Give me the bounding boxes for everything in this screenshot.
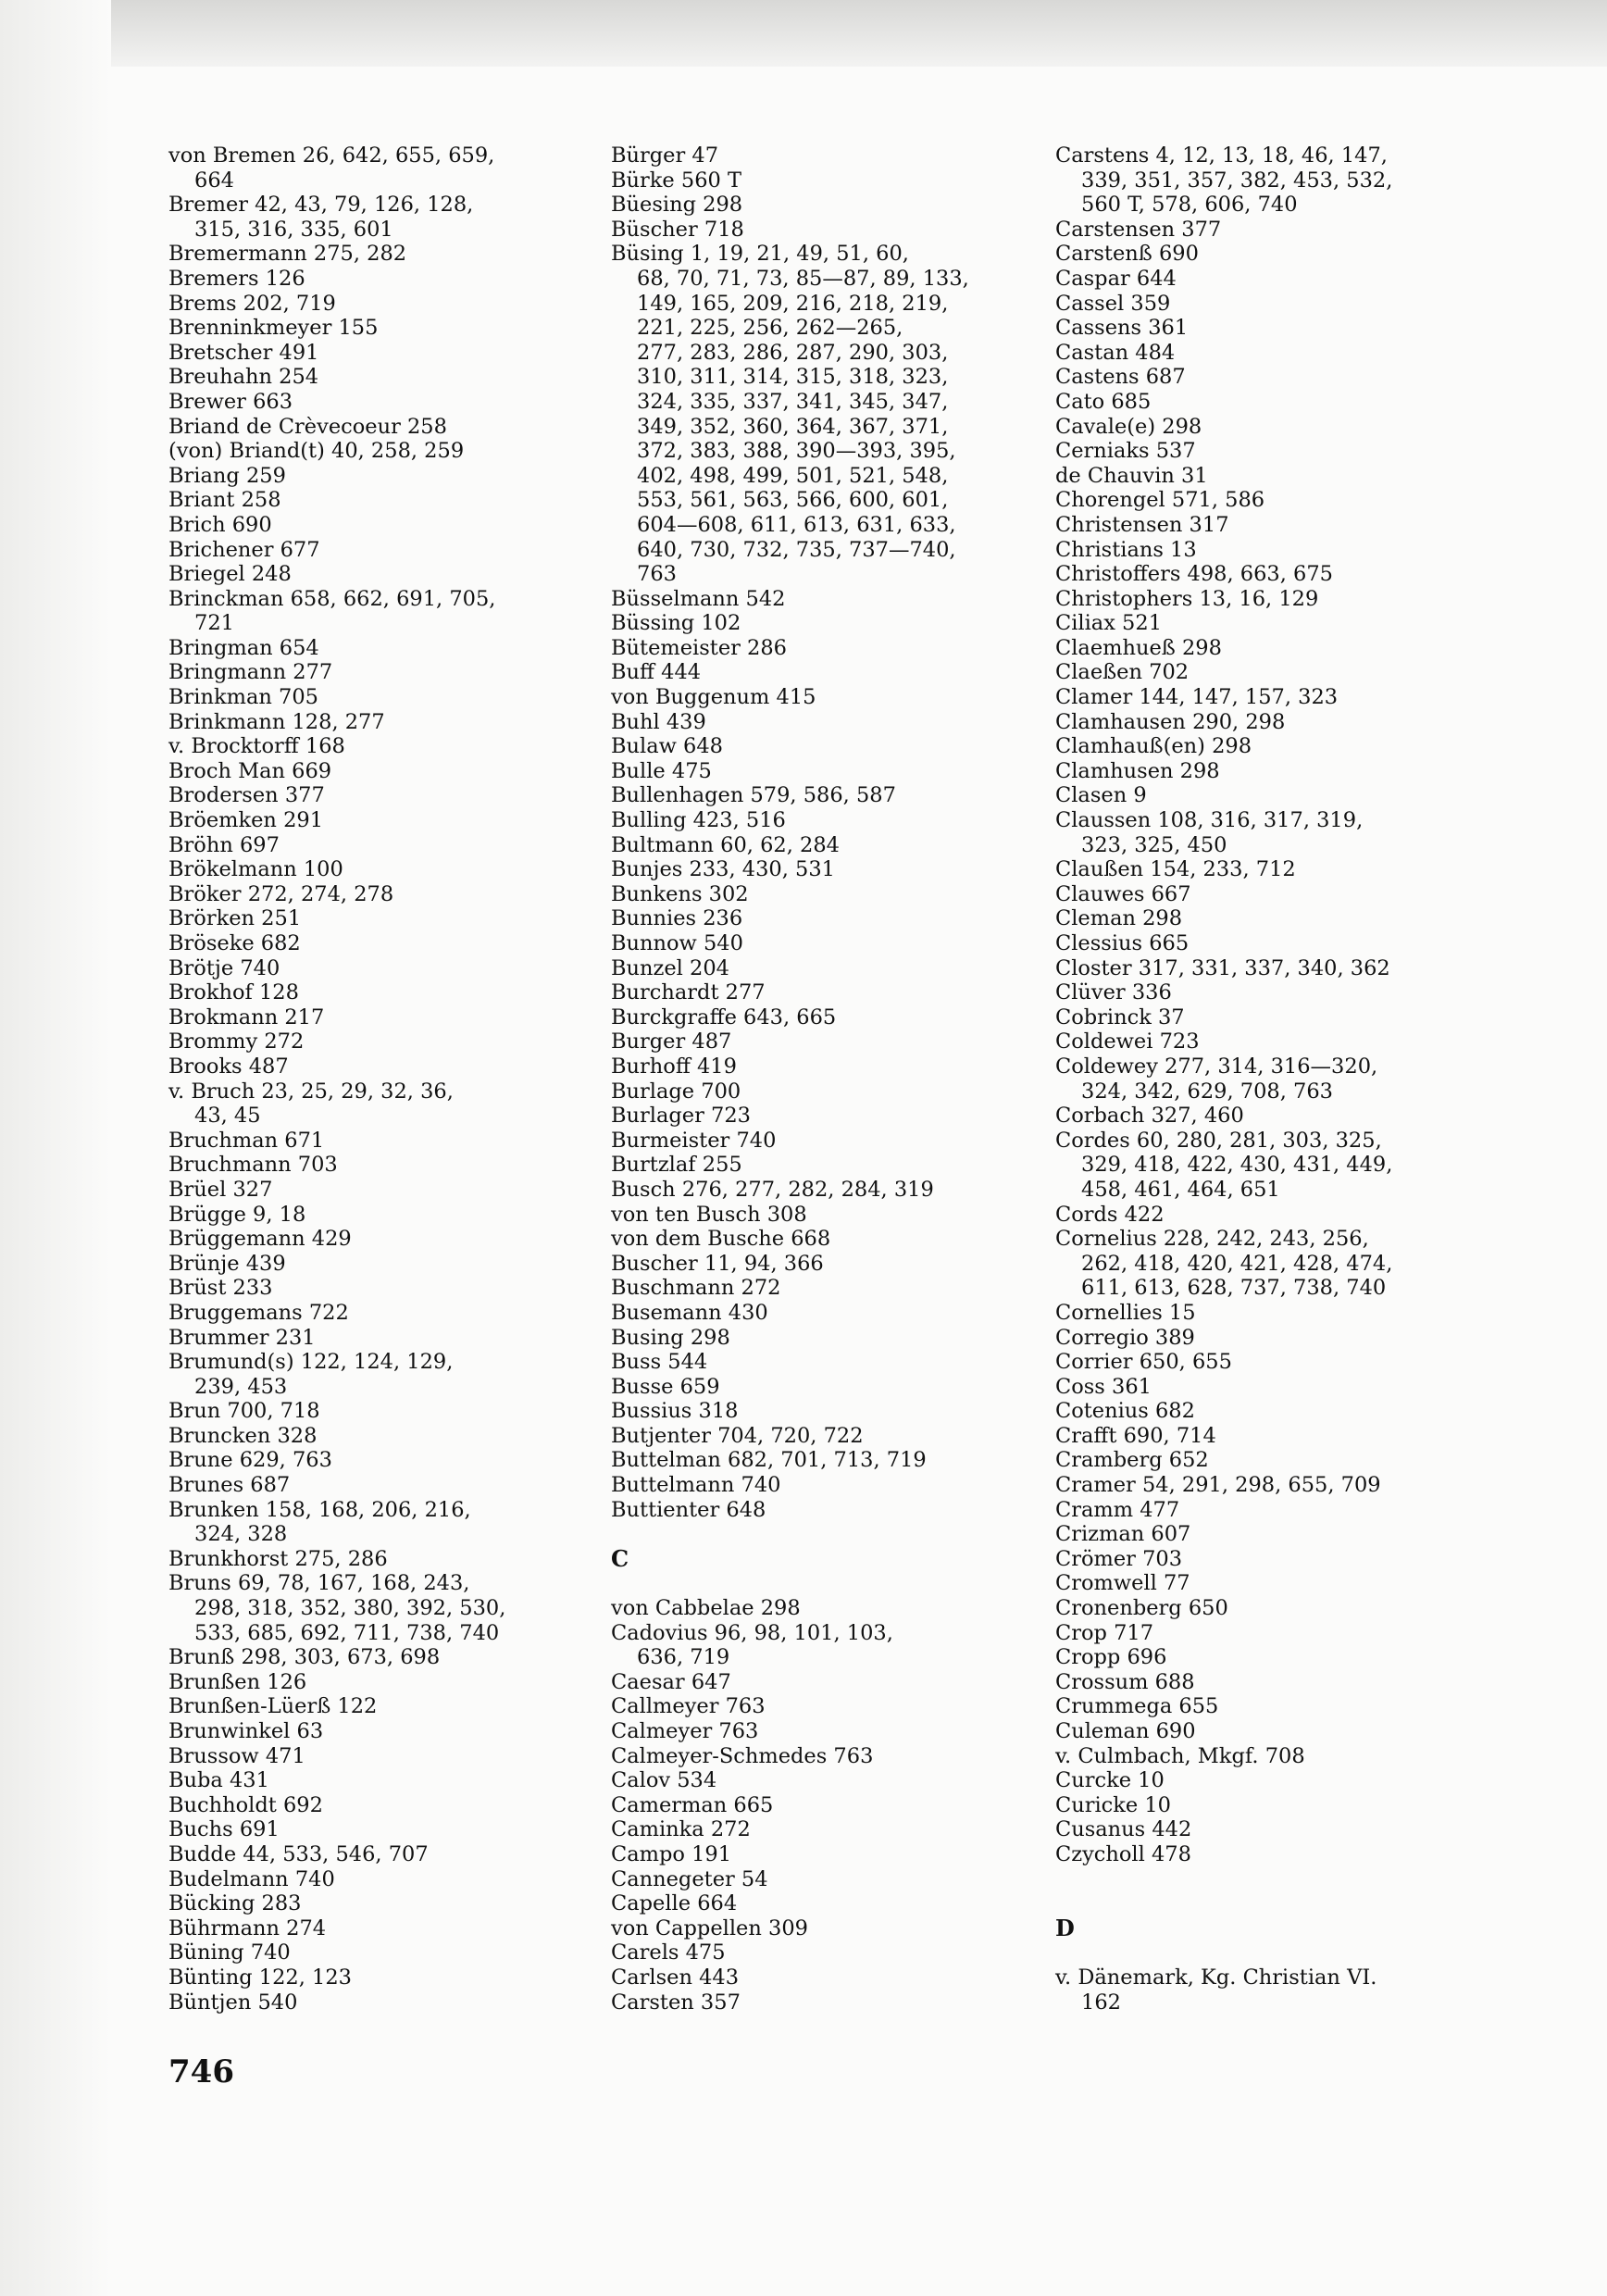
index-entry: Buhl 439 (611, 709, 706, 734)
index-entry: Burlager 723 (611, 1104, 751, 1129)
index-entry: von ten Busch 308 (611, 1202, 807, 1227)
index-entry-continuation: 372, 383, 388, 390—393, 395, (637, 439, 956, 464)
index-entry: Brunßen 126 (168, 1669, 307, 1694)
index-column-1 (168, 144, 505, 2015)
index-entry: Crummega 655 (1055, 1694, 1219, 1719)
index-entry-continuation: 402, 498, 499, 501, 521, 548, (637, 463, 949, 488)
index-entry: Clauwes 667 (1055, 881, 1191, 906)
index-entry: Capelle 664 (611, 1891, 738, 1916)
index-entry: Clessius 665 (1055, 931, 1190, 955)
index-entry: Buscher 11, 94, 366 (611, 1251, 824, 1276)
index-entry: Bröseke 682 (168, 931, 301, 955)
index-entry: Cusanus 442 (1055, 1817, 1192, 1842)
index-entry: von Bremen 26, 642, 655, 659, (168, 144, 495, 168)
index-entry-continuation: 329, 418, 422, 430, 431, 449, (1081, 1153, 1393, 1178)
index-entry-continuation: 323, 325, 450 (1081, 832, 1227, 857)
index-entry: Burckgraffe 643, 665 (611, 1004, 837, 1029)
index-entry: Brunken 158, 168, 206, 216, (168, 1497, 471, 1522)
index-entry: Bremers 126 (168, 266, 305, 291)
index-entry: Calmeyer-Schmedes 763 (611, 1743, 874, 1768)
index-entry-continuation: 310, 311, 314, 315, 318, 323, (637, 365, 949, 390)
spacer (1055, 1891, 1392, 1916)
index-entry: Brommy 272 (168, 1029, 305, 1054)
index-entry: Culeman 690 (1055, 1719, 1196, 1743)
index-entry: Burger 487 (611, 1029, 732, 1054)
index-entry: Brunß 298, 303, 673, 698 (168, 1645, 441, 1670)
index-entry: Cassel 359 (1055, 291, 1171, 316)
index-entry: von Buggenum 415 (611, 685, 816, 710)
index-entry: Burmeister 740 (611, 1128, 777, 1153)
index-entry: Buchs 691 (168, 1817, 280, 1842)
index-entry: Brünje 439 (168, 1251, 286, 1276)
index-entry: Camerman 665 (611, 1792, 774, 1817)
index-entry: Bretscher 491 (168, 340, 319, 365)
index-entry: Büning 740 (168, 1940, 291, 1965)
index-entry: Brewer 663 (168, 389, 293, 414)
index-entry: Christoffers 498, 663, 675 (1055, 562, 1333, 587)
index-entry: Bröemken 291 (168, 808, 324, 833)
index-entry: Burtzlaf 255 (611, 1153, 742, 1178)
index-entry-continuation: 553, 561, 563, 566, 600, 601, (637, 488, 949, 513)
index-entry: Callmeyer 763 (611, 1694, 766, 1719)
index-entry: Coldewei 723 (1055, 1029, 1200, 1054)
index-entry: Calov 534 (611, 1768, 717, 1793)
index-entry: Cordes 60, 280, 281, 303, 325, (1055, 1128, 1382, 1153)
index-entry: Christians 13 (1055, 537, 1197, 562)
index-entry: Brunßen-Lüerß 122 (168, 1694, 378, 1719)
index-entry: Bütemeister 286 (611, 635, 787, 660)
index-entry: Corregio 389 (1055, 1325, 1195, 1350)
index-entry: Clasen 9 (1055, 783, 1147, 808)
index-entry: Coldewey 277, 314, 316—320, (1055, 1054, 1378, 1079)
index-entry: Closter 317, 331, 337, 340, 362 (1055, 955, 1390, 980)
index-entry: Briant 258 (168, 488, 281, 513)
index-entry: Bunnow 540 (611, 931, 743, 955)
index-entry-continuation: 221, 225, 256, 262—265, (637, 316, 903, 341)
index-entry: Carels 475 (611, 1940, 726, 1965)
index-entry-continuation: 239, 453 (194, 1374, 288, 1399)
index-entry: Caspar 644 (1055, 266, 1177, 291)
index-entry: Bunjes 233, 430, 531 (611, 857, 835, 882)
index-entry: Budelmann 740 (168, 1866, 335, 1891)
index-entry: Busing 298 (611, 1325, 730, 1350)
index-entry: Buttelman 682, 701, 713, 719 (611, 1448, 927, 1473)
index-entry: Campo 191 (611, 1841, 732, 1866)
index-entry: Brune 629, 763 (168, 1448, 332, 1473)
index-entry: Brokmann 217 (168, 1004, 325, 1029)
index-entry: Brokhof 128 (168, 980, 299, 1005)
index-entry: Brötje 740 (168, 955, 280, 980)
index-entry: Cleman 298 (1055, 906, 1183, 931)
index-entry: Büssing 102 (611, 611, 741, 636)
index-entry-continuation: 560 T, 578, 606, 740 (1081, 193, 1298, 218)
index-entry: Briegel 248 (168, 562, 292, 587)
index-entry: Brunwinkel 63 (168, 1719, 324, 1743)
index-entry: Crop 717 (1055, 1620, 1154, 1645)
index-entry: Curicke 10 (1055, 1792, 1171, 1817)
index-entry: Busch 276, 277, 282, 284, 319 (611, 1177, 934, 1202)
index-entry: Busemann 430 (611, 1300, 768, 1325)
index-entry: Bulling 423, 516 (611, 808, 786, 833)
index-entry: Buttienter 648 (611, 1497, 766, 1522)
index-entry: Brinkmann 128, 277 (168, 709, 385, 734)
index-entry-continuation: 262, 418, 420, 421, 428, 474, (1081, 1251, 1393, 1276)
index-entry: Busse 659 (611, 1374, 720, 1399)
index-entry: v. Culmbach, Mkgf. 708 (1055, 1743, 1305, 1768)
index-entry-continuation: 339, 351, 357, 382, 453, 532, (1081, 168, 1393, 193)
index-entry: Brich 690 (168, 512, 272, 537)
index-entry: Claussen 108, 316, 317, 319, (1055, 808, 1364, 833)
index-entry: Büntjen 540 (168, 1990, 298, 2015)
index-entry: Buschmann 272 (611, 1276, 781, 1301)
index-entry: Caesar 647 (611, 1669, 731, 1694)
index-entry: von dem Busche 668 (611, 1227, 831, 1252)
index-entry: Brörken 251 (168, 906, 302, 931)
index-entry: de Chauvin 31 (1055, 463, 1208, 488)
index-entry: Claemhueß 298 (1055, 635, 1222, 660)
index-entry: Bultmann 60, 62, 284 (611, 832, 840, 857)
index-entry: Brunkhorst 275, 286 (168, 1546, 388, 1571)
index-entry: Cassens 361 (1055, 316, 1189, 341)
index-entry: Brinkman 705 (168, 685, 318, 710)
index-entry: Coss 361 (1055, 1374, 1152, 1399)
index-entry: Bunnies 236 (611, 906, 743, 931)
index-column-2 (611, 144, 969, 2015)
index-entry: Brooks 487 (168, 1054, 289, 1079)
index-entry: Caminka 272 (611, 1817, 751, 1842)
index-entry: Budde 44, 533, 546, 707 (168, 1841, 429, 1866)
index-entry: Bruchman 671 (168, 1128, 325, 1153)
index-entry: Ciliax 521 (1055, 611, 1163, 636)
index-entry: Bürger 47 (611, 144, 719, 168)
index-entry: Cotenius 682 (1055, 1399, 1195, 1424)
index-entry: Carstens 4, 12, 13, 18, 46, 147, (1055, 144, 1388, 168)
index-entry: (von) Briand(t) 40, 258, 259 (168, 439, 465, 464)
index-entry: Crömer 703 (1055, 1546, 1183, 1571)
index-entry: Bruncken 328 (168, 1423, 318, 1448)
spacer (611, 1571, 969, 1596)
index-entry: Cornellies 15 (1055, 1300, 1196, 1325)
index-entry: Cropp 696 (1055, 1645, 1167, 1670)
index-entry: Bremermann 275, 282 (168, 242, 407, 267)
index-entry: Bullenhagen 579, 586, 587 (611, 783, 896, 808)
index-entry-continuation: 324, 328 (194, 1522, 288, 1547)
index-entry: Cavale(e) 298 (1055, 414, 1202, 439)
index-entry-continuation: 324, 342, 629, 708, 763 (1081, 1079, 1333, 1104)
index-entry-continuation: 664 (194, 168, 234, 193)
index-entry: Brökelmann 100 (168, 857, 343, 882)
index-entry: Bührmann 274 (168, 1915, 327, 1940)
index-entry: Cadovius 96, 98, 101, 103, (611, 1620, 893, 1645)
index-entry: Büsing 1, 19, 21, 49, 51, 60, (611, 242, 909, 267)
index-entry: Brüst 233 (168, 1276, 273, 1301)
index-entry: Bücking 283 (168, 1891, 302, 1916)
index-entry-continuation: 640, 730, 732, 735, 737—740, (637, 537, 956, 562)
section-letter: D (1055, 1914, 1075, 1941)
index-entry: Buba 431 (168, 1768, 269, 1793)
index-entry: Claußen 154, 233, 712 (1055, 857, 1296, 882)
index-entry: Clüver 336 (1055, 980, 1172, 1005)
index-entry: Brenninkmeyer 155 (168, 316, 379, 341)
index-entry: Brüggemann 429 (168, 1227, 352, 1252)
spacer (1055, 1867, 1392, 1892)
index-entry-continuation: 324, 335, 337, 341, 345, 347, (637, 389, 949, 414)
spacer (1055, 1940, 1392, 1965)
index-entry-continuation: 162 (1081, 1990, 1121, 2015)
index-entry: Brodersen 377 (168, 783, 325, 808)
index-entry: Chorengel 571, 586 (1055, 488, 1265, 513)
index-entry: Buchholdt 692 (168, 1792, 323, 1817)
index-entry: Cramm 477 (1055, 1497, 1180, 1522)
page-number: 746 (168, 2053, 234, 2090)
index-entry: Castens 687 (1055, 365, 1186, 390)
index-entry: Crossum 688 (1055, 1669, 1195, 1694)
index-entry: Buttelmann 740 (611, 1473, 781, 1498)
index-entry: Cramer 54, 291, 298, 655, 709 (1055, 1473, 1381, 1498)
index-entry: Czycholl 478 (1055, 1841, 1191, 1866)
index-entry: Brunes 687 (168, 1473, 291, 1498)
index-entry: Bünting 122, 123 (168, 1965, 352, 1990)
index-entry: Brüel 327 (168, 1177, 273, 1202)
index-entry: Cornelius 228, 242, 243, 256, (1055, 1227, 1369, 1252)
index-entry: Breuhahn 254 (168, 365, 319, 390)
scan-shadow-left (0, 0, 111, 2296)
index-entry: Bremer 42, 43, 79, 126, 128, (168, 193, 474, 218)
index-entry-continuation: 68, 70, 71, 73, 85—87, 89, 133, (637, 266, 969, 291)
index-entry: Büscher 718 (611, 217, 744, 242)
index-entry: Carstenß 690 (1055, 242, 1199, 267)
index-entry: Cato 685 (1055, 389, 1152, 414)
index-entry: Büesing 298 (611, 193, 743, 218)
index-entry: Carlsen 443 (611, 1965, 740, 1990)
index-entry: Cannegeter 54 (611, 1866, 768, 1891)
index-entry: Claeßen 702 (1055, 660, 1190, 685)
index-entry: Buss 544 (611, 1350, 708, 1375)
index-entry: Brichener 677 (168, 537, 320, 562)
index-entry-continuation: 763 (637, 562, 677, 587)
index-entry: Cobrinck 37 (1055, 1004, 1185, 1029)
index-entry: Clamhauß(en) 298 (1055, 734, 1252, 759)
index-entry: Briand de Crèvecoeur 258 (168, 414, 447, 439)
index-entry: Cords 422 (1055, 1202, 1165, 1227)
index-entry: Clamhusen 298 (1055, 758, 1220, 783)
index-entry: Bringman 654 (168, 635, 319, 660)
index-column-3 (1055, 144, 1392, 2015)
index-entry: Brummer 231 (168, 1325, 316, 1350)
index-entry: Castan 484 (1055, 340, 1176, 365)
index-entry: Butjenter 704, 720, 722 (611, 1423, 864, 1448)
index-entry: von Cappellen 309 (611, 1915, 808, 1940)
index-entry: v. Dänemark, Kg. Christian VI. (1055, 1965, 1377, 1990)
index-entry: Bunzel 204 (611, 955, 729, 980)
index-entry-continuation: 43, 45 (194, 1104, 261, 1129)
index-entry: Briang 259 (168, 463, 286, 488)
index-entry: Brügge 9, 18 (168, 1202, 306, 1227)
index-entry: Broch Man 669 (168, 758, 332, 783)
index-entry-continuation: 636, 719 (637, 1645, 730, 1670)
index-entry: Bürke 560 T (611, 168, 741, 193)
scan-shadow-top (0, 0, 1607, 67)
index-entry: Bussius 318 (611, 1399, 739, 1424)
index-entry: Carsten 357 (611, 1990, 741, 2015)
index-entry: Crizman 607 (1055, 1522, 1191, 1547)
index-entry: v. Brocktorff 168 (168, 734, 345, 759)
index-entry-continuation: 611, 613, 628, 737, 738, 740 (1081, 1276, 1387, 1301)
index-entry: Bruchmann 703 (168, 1153, 338, 1178)
index-entry: Bröker 272, 274, 278 (168, 881, 394, 906)
index-entry: Bulaw 648 (611, 734, 723, 759)
index-entry: Bröhn 697 (168, 832, 280, 857)
index-entry: Christophers 13, 16, 129 (1055, 586, 1319, 611)
index-entry: Büsselmann 542 (611, 586, 786, 611)
index-entry: Carstensen 377 (1055, 217, 1222, 242)
index-entry: Bruns 69, 78, 167, 168, 243, (168, 1571, 470, 1596)
index-entry: Bringmann 277 (168, 660, 333, 685)
index-entry: Burlage 700 (611, 1079, 741, 1104)
index-entry: Crafft 690, 714 (1055, 1423, 1216, 1448)
index-entry: Clamhausen 290, 298 (1055, 709, 1286, 734)
index-entry: Brumund(s) 122, 124, 129, (168, 1350, 454, 1375)
index-entry-continuation: 277, 283, 286, 287, 290, 303, (637, 340, 949, 365)
index-entry: Bunkens 302 (611, 881, 749, 906)
index-entry-continuation: 298, 318, 352, 380, 392, 530, (194, 1596, 506, 1621)
index-entry: v. Bruch 23, 25, 29, 32, 36, (168, 1079, 454, 1104)
index-entry: Corbach 327, 460 (1055, 1104, 1244, 1129)
index-entry: Cronenberg 650 (1055, 1596, 1228, 1621)
index-entry: Cramberg 652 (1055, 1448, 1209, 1473)
index-entry-continuation: 533, 685, 692, 711, 738, 740 (194, 1620, 500, 1645)
index-entry: Cromwell 77 (1055, 1571, 1190, 1596)
index-entry: Cerniaks 537 (1055, 439, 1196, 464)
index-entry-continuation: 721 (194, 611, 234, 636)
index-entry: Bruggemans 722 (168, 1300, 349, 1325)
index-entry: Curcke 10 (1055, 1768, 1165, 1793)
index-entry: Bulle 475 (611, 758, 712, 783)
index-entry: Calmeyer 763 (611, 1719, 759, 1743)
index-entry-continuation: 349, 352, 360, 364, 367, 371, (637, 414, 949, 439)
index-entry: Corrier 650, 655 (1055, 1350, 1232, 1375)
index-entry-continuation: 458, 461, 464, 651 (1081, 1177, 1280, 1202)
spacer (611, 1522, 969, 1547)
index-entry: von Cabbelae 298 (611, 1596, 801, 1621)
index-entry: Brems 202, 719 (168, 291, 336, 316)
index-entry-continuation: 604—608, 611, 613, 631, 633, (637, 512, 956, 537)
index-entry: Christensen 317 (1055, 512, 1229, 537)
index-entry: Brun 700, 718 (168, 1399, 320, 1424)
index-entry-continuation: 315, 316, 335, 601 (194, 217, 393, 242)
index-entry-continuation: 149, 165, 209, 216, 218, 219, (637, 291, 949, 316)
index-entry: Clamer 144, 147, 157, 323 (1055, 685, 1339, 710)
index-entry: Brussow 471 (168, 1743, 305, 1768)
index-entry: Brinckman 658, 662, 691, 705, (168, 586, 496, 611)
section-letter: C (611, 1544, 629, 1572)
index-entry: Buff 444 (611, 660, 702, 685)
index-entry: Burhoff 419 (611, 1054, 737, 1079)
index-entry: Burchardt 277 (611, 980, 766, 1005)
